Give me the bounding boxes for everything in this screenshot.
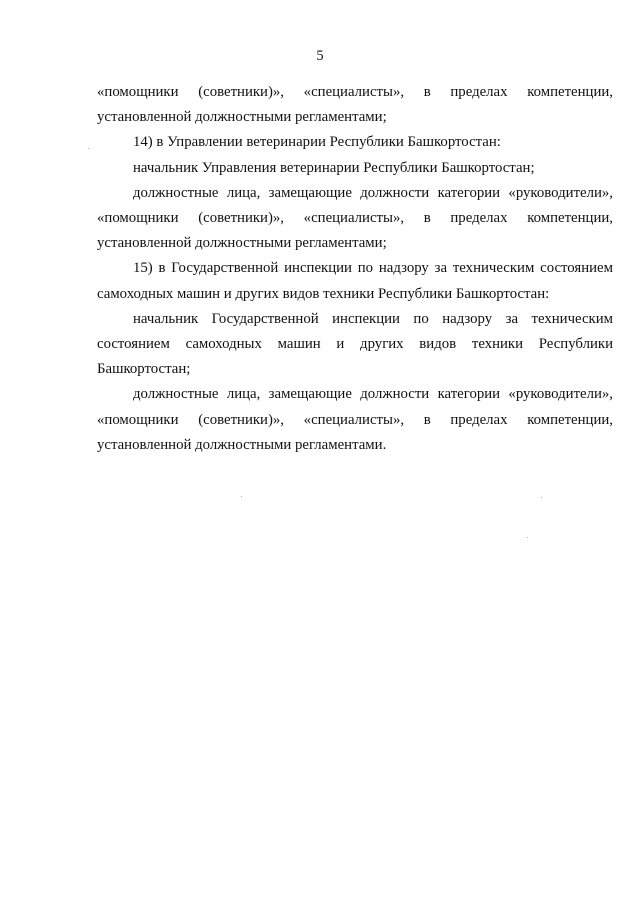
paragraph-head-vet: начальник Управления ветеринарии Республики Башкортостан; — [133, 159, 535, 176]
scan-speck — [527, 537, 528, 538]
page-number: 5 — [316, 48, 324, 64]
document-body — [97, 80, 613, 458]
paragraph-item-14: 14) в Управлении ветеринарии Республики Башкортостан: — [133, 134, 501, 151]
scan-speck — [541, 497, 542, 498]
paragraph-officials-vet: должностные лица, замещающие должности категории «руководители», «помощники (советники)», «специалисты», в пределах компетенции, установленной должностными регламентами; — [97, 184, 613, 252]
scan-speck — [88, 148, 89, 149]
paragraph-continuation: «помощники (советники)», «специалисты», в пределах компетенции, установленной должностными регламентами; — [97, 84, 613, 126]
scan-speck — [241, 496, 242, 497]
paragraph-officials-inspection: должностные лица, замещающие должности категории «руководители», «помощники (советники)», «специалисты», в пределах компетенции, установленной должностными регламентами. — [97, 386, 613, 453]
paragraph-head-inspection: начальник Государственной инспекции по надзору за техническим состоянием самоходных машин и других видов техники Республики Башкортостан; — [97, 310, 613, 378]
paragraph-item-15: 15) в Государственной инспекции по надзору за техническим состоянием самоходных машин и других видов техники Республики Башкортостан: — [97, 260, 613, 302]
